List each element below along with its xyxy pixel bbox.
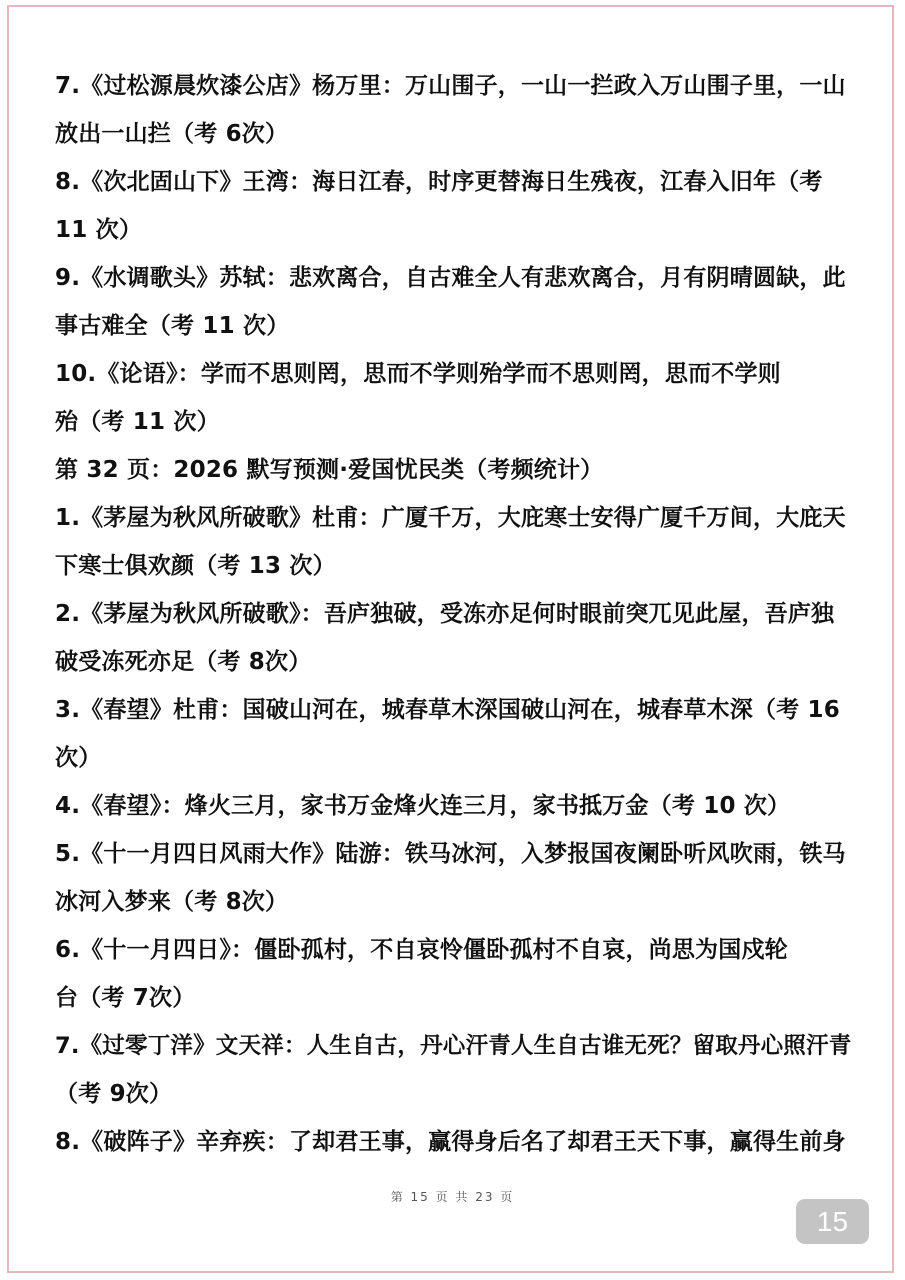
text-line: 9.《水调歌头》苏轼：悲欢离合，自古难全人有悲欢离合，月有阴晴圆缺，此 <box>55 265 846 291</box>
text-line: 8.《次北固山下》王湾：海日江春，时序更替海日生残夜，江春入旧年（考 <box>55 169 823 195</box>
document-body <box>55 62 855 1166</box>
text-line: 台（考 7次） <box>55 985 196 1011</box>
text-line: 1.《茅屋为秋风所破歌》杜甫：广厦千万，大庇寒士安得广厦千万间，大庇天 <box>55 505 846 531</box>
text-line: 2.《茅屋为秋风所破歌》：吾庐独破，受冻亦足何时眼前突兀见此屋，吾庐独 <box>55 601 835 627</box>
text-line: 次） <box>55 745 102 771</box>
text-line: 放出一山拦（考 6次） <box>55 121 289 147</box>
page-number-badge: 15 <box>796 1199 869 1244</box>
text-line: 7.《过零丁洋》文天祥：人生自古，丹心汗青人生自古谁无死？留取丹心照汗青 <box>55 1033 852 1059</box>
text-line: （考 9次） <box>55 1081 173 1107</box>
text-line: 4.《春望》：烽火三月，家书万金烽火连三月，家书抵万金（考 10 次） <box>55 793 791 819</box>
text-line: 殆（考 11 次） <box>55 409 220 435</box>
section-heading: 第 32 页：2026 默写预测·爱国忧民类（考频统计） <box>55 457 604 483</box>
text-line: 3.《春望》杜甫：国破山河在，城春草木深国破山河在，城春草木深（考 16 <box>55 697 840 723</box>
page-number-footer: 第 15 页 共 23 页 <box>390 1190 515 1204</box>
text-line: 冰河入梦来（考 8次） <box>55 889 289 915</box>
text-line: 8.《破阵子》辛弃疾：了却君王事，赢得身后名了却君王天下事，赢得生前身 <box>55 1129 846 1155</box>
text-line: 5.《十一月四日风雨大作》陆游：铁马冰河，入梦报国夜阑卧听风吹雨，铁马 <box>55 841 846 867</box>
text-line: 破受冻死亦足（考 8次） <box>55 649 312 675</box>
text-line: 7.《过松源晨炊漆公店》杨万里：万山围子，一山一拦政入万山围子里，一山 <box>55 73 846 99</box>
text-line: 事古难全（考 11 次） <box>55 313 290 339</box>
text-line: 10.《论语》：学而不思则罔，思而不学则殆学而不思则罔，思而不学则 <box>55 361 781 387</box>
text-line: 11 次） <box>55 217 143 243</box>
text-line: 6.《十一月四日》：僵卧孤村，不自哀怜僵卧孤村不自哀，尚思为国戍轮 <box>55 937 788 963</box>
text-line: 下寒士俱欢颜（考 13 次） <box>55 553 336 579</box>
